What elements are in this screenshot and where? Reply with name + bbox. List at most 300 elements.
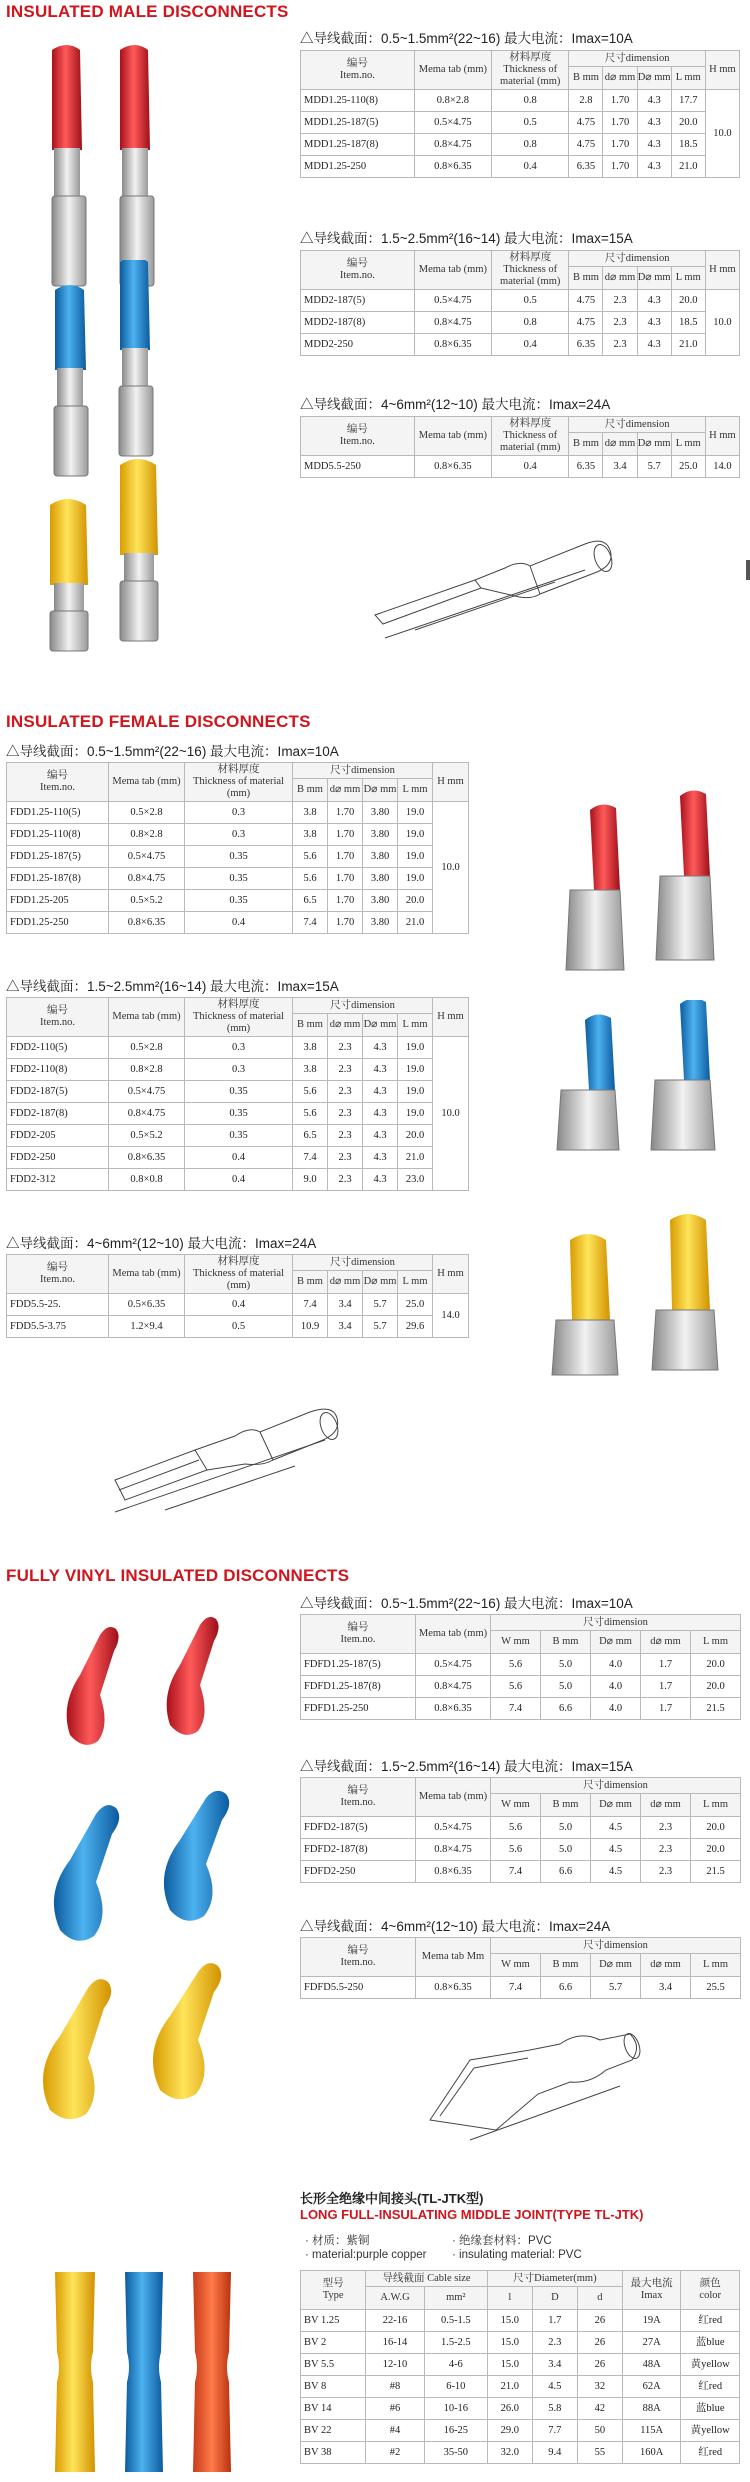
female-table-1: 编号 Item.no. Mema tab (mm) 材料厚度 Thickness of material (mm) 尺寸dimension H mm B mm d⌀ mm D⌀ mm L mm FDD1.25-110(5) 0.5×2.8 0.3 3.8 1.70 3.80 19.0 10.0 FDD1.25-110(8) 0.8×2.8 0.3 3.8 1.70 3.80 19.0 FDD1.25-187(5) 0.5×4.75 0.35 5.6 1.70 3.80 19.0 FDD1.25-187(8) 0.8×4.75 0.35 5.6 1.70 3.80 19.0 FDD1.25-205 0.5×5.2 0.35 6.5 1.70 3.80 20.0 FDD1.25-250 0.8×6.35 0.4 7.4 1.70 3.80 21.0: [6, 762, 469, 934]
female-group-3-header: △导线截面：4~6mm²(12~10) 最大电流：Imax=24A: [6, 1236, 317, 1251]
value-cell: 2.3: [328, 1037, 363, 1059]
item-cell: MDD1.25-187(5): [301, 112, 415, 134]
male-table-3: 编号 Item.no. Mema tab (mm) 材料厚度 Thickness of material (mm) 尺寸dimension H mm B mm d⌀ mm D⌀ mm L mm MDD5.5-250 0.8×6.35 0.4 6.35 3.4 5.7 25.0 14.0: [300, 416, 740, 478]
value-cell: 2.3: [328, 1103, 363, 1125]
table-row: [301, 312, 740, 334]
joint-connectors-photo: [45, 2272, 245, 2472]
value-cell: 红red: [681, 2376, 740, 2398]
vinyl-group-1-header: △导线截面：0.5~1.5mm²(22~16) 最大电流：Imax=10A: [300, 1596, 633, 1611]
h-value-cell: 10.0: [705, 290, 739, 356]
value-cell: 20.0: [671, 112, 705, 134]
value-cell: 1.70: [328, 890, 363, 912]
value-cell: 23.0: [398, 1169, 433, 1191]
value-cell: 0.5×2.8: [109, 1037, 185, 1059]
value-cell: 0.5: [492, 112, 569, 134]
value-cell: 5.7: [363, 1316, 398, 1338]
value-cell: 6-10: [424, 2376, 487, 2398]
value-cell: 0.4: [492, 334, 569, 356]
value-cell: 4.5: [591, 1861, 641, 1883]
value-cell: 2.3: [603, 290, 637, 312]
value-cell: 1.70: [328, 802, 363, 824]
value-cell: 0.5: [185, 1316, 293, 1338]
value-cell: 0.5×4.75: [109, 846, 185, 868]
value-cell: 48A: [622, 2354, 681, 2376]
value-cell: 0.5×4.75: [109, 1081, 185, 1103]
joint-title-en: LONG FULL-INSULATING MIDDLE JOINT(TYPE TL-JTK): [300, 2207, 644, 2222]
item-cell: FDD1.25-205: [7, 890, 109, 912]
value-cell: 3.80: [363, 890, 398, 912]
value-cell: 1.70: [603, 90, 637, 112]
value-cell: 25.0: [671, 456, 705, 478]
value-cell: 0.3: [185, 802, 293, 824]
value-cell: 0.8×0.8: [109, 1169, 185, 1191]
value-cell: 0.35: [185, 1125, 293, 1147]
value-cell: 10-16: [424, 2398, 487, 2420]
female-connector-blue-photo: [545, 1000, 740, 1160]
item-cell: FDD1.25-187(8): [7, 868, 109, 890]
value-cell: 2.3: [641, 1839, 691, 1861]
value-cell: 5.0: [541, 1839, 591, 1861]
value-cell: 0.4: [492, 456, 569, 478]
value-cell: 4.0: [591, 1676, 641, 1698]
value-cell: 0.8×4.75: [416, 1676, 491, 1698]
value-cell: 3.4: [532, 2354, 577, 2376]
value-cell: 红red: [681, 2442, 740, 2464]
value-cell: 19A: [622, 2310, 681, 2332]
vinyl-dimension-diagram: [410, 2020, 650, 2150]
value-cell: 0.3: [185, 1037, 293, 1059]
table-row: [301, 2420, 740, 2442]
value-cell: 3.80: [363, 868, 398, 890]
value-cell: #2: [366, 2442, 425, 2464]
value-cell: 50: [577, 2420, 622, 2442]
value-cell: 20.0: [398, 890, 433, 912]
value-cell: 15.0: [487, 2310, 532, 2332]
table-row: [301, 1698, 741, 1720]
table-row: [7, 868, 469, 890]
female-table-3: 编号 Item.no. Mema tab (mm) 材料厚度 Thickness of material (mm) 尺寸dimension H mm B mm d⌀ mm D⌀ mm L mm FDD5.5-25. 0.5×6.35 0.4 7.4 3.4 5.7 25.0 14.0 FDD5.5-3.75 1.2×9.4 0.5 10.9 3.4 5.7 29.6: [6, 1254, 469, 1338]
value-cell: 2.8: [569, 90, 603, 112]
value-cell: 18.5: [671, 312, 705, 334]
value-cell: 2.3: [641, 1817, 691, 1839]
value-cell: 红red: [681, 2310, 740, 2332]
value-cell: 21.5: [691, 1698, 741, 1720]
item-cell: BV 8: [301, 2376, 366, 2398]
item-cell: BV 38: [301, 2442, 366, 2464]
joint-title-cn: 长形全绝缘中间接头(TL-JTK型): [300, 2191, 484, 2206]
value-cell: 25.5: [691, 1977, 741, 1999]
table-row: [7, 1169, 469, 1191]
female-group-2-header: △导线截面：1.5~2.5mm²(16~14) 最大电流：Imax=15A: [6, 979, 339, 994]
value-cell: 0.5×2.8: [109, 802, 185, 824]
value-cell: 1.7: [641, 1676, 691, 1698]
item-cell: FDD2-250: [7, 1147, 109, 1169]
value-cell: 5.6: [293, 868, 328, 890]
table-row: [7, 1103, 469, 1125]
value-cell: 5.6: [293, 1103, 328, 1125]
value-cell: #4: [366, 2420, 425, 2442]
male-dimension-diagram: [355, 520, 625, 650]
value-cell: 3.80: [363, 802, 398, 824]
value-cell: 42: [577, 2398, 622, 2420]
table-row: [301, 134, 740, 156]
value-cell: 25.0: [398, 1294, 433, 1316]
h-value-cell: 14.0: [433, 1294, 469, 1338]
value-cell: 20.0: [691, 1654, 741, 1676]
value-cell: 20.0: [691, 1817, 741, 1839]
vinyl-connector-yellow-photo: [30, 1960, 250, 2130]
value-cell: 3.80: [363, 846, 398, 868]
item-cell: FDD2-187(8): [7, 1103, 109, 1125]
value-cell: 3.8: [293, 1059, 328, 1081]
item-cell: BV 2: [301, 2332, 366, 2354]
value-cell: 4.3: [363, 1169, 398, 1191]
section-title-male: INSULATED MALE DISCONNECTS: [6, 2, 289, 21]
table-row: [301, 2332, 740, 2354]
value-cell: 6.35: [569, 456, 603, 478]
vinyl-group-2-header: △导线截面：1.5~2.5mm²(16~14) 最大电流：Imax=15A: [300, 1759, 633, 1774]
item-cell: BV 5.5: [301, 2354, 366, 2376]
value-cell: 62A: [622, 2376, 681, 2398]
value-cell: 5.7: [591, 1977, 641, 1999]
value-cell: 32.0: [487, 2442, 532, 2464]
item-cell: FDD5.5-25.: [7, 1294, 109, 1316]
value-cell: 4.5: [532, 2376, 577, 2398]
value-cell: 4.75: [569, 134, 603, 156]
value-cell: 0.8×6.35: [414, 156, 491, 178]
value-cell: 21.0: [398, 912, 433, 934]
value-cell: 20.0: [671, 290, 705, 312]
value-cell: 21.0: [487, 2376, 532, 2398]
value-cell: 15.0: [487, 2354, 532, 2376]
table-row: [301, 1817, 741, 1839]
value-cell: 0.8×2.8: [109, 1059, 185, 1081]
male-group-2-header: △导线截面：1.5~2.5mm²(16~14) 最大电流：Imax=15A: [300, 231, 633, 246]
value-cell: 3.4: [603, 456, 637, 478]
value-cell: 5.6: [293, 1081, 328, 1103]
value-cell: 4.3: [363, 1147, 398, 1169]
value-cell: 0.35: [185, 846, 293, 868]
value-cell: 0.4: [185, 1147, 293, 1169]
value-cell: 3.8: [293, 802, 328, 824]
value-cell: 4-6: [424, 2354, 487, 2376]
value-cell: 0.5-1.5: [424, 2310, 487, 2332]
value-cell: 1.70: [603, 134, 637, 156]
value-cell: 0.8×6.35: [414, 456, 491, 478]
male-group-3-header: △导线截面：4~6mm²(12~10) 最大电流：Imax=24A: [300, 397, 611, 412]
value-cell: 5.6: [491, 1676, 541, 1698]
item-cell: MDD1.25-250: [301, 156, 415, 178]
value-cell: 0.5×5.2: [109, 1125, 185, 1147]
item-cell: FDD2-205: [7, 1125, 109, 1147]
table-row: [301, 1861, 741, 1883]
table-row: [301, 90, 740, 112]
value-cell: 0.35: [185, 1081, 293, 1103]
table-row: [7, 890, 469, 912]
value-cell: 26: [577, 2354, 622, 2376]
male-table-2: 编号 Item.no. Mema tab (mm) 材料厚度 Thickness of material (mm) 尺寸dimension H mm B mm d⌀ mm D⌀ mm L mm MDD2-187(5) 0.5×4.75 0.5 4.75 2.3 4.3 20.0 10.0 MDD2-187(8) 0.8×4.75 0.8 4.75 2.3 4.3 18.5 MDD2-250 0.8×6.35 0.4 6.35 2.3 4.3 21.0: [300, 250, 740, 356]
value-cell: 3.80: [363, 912, 398, 934]
female-table-2: 编号 Item.no. Mema tab (mm) 材料厚度 Thickness of material (mm) 尺寸dimension H mm B mm d⌀ mm D⌀ mm L mm FDD2-110(5) 0.5×2.8 0.3 3.8 2.3 4.3 19.0 10.0 FDD2-110(8) 0.8×2.8 0.3 3.8 2.3 4.3 19.0 FDD2-187(5) 0.5×4.75 0.35 5.6 2.3 4.3 19.0 FDD2-187(8) 0.8×4.75 0.35 5.6 2.3 4.3 19.0 FDD2-205 0.5×5.2 0.35 6.5 2.3 4.3 20.0 FDD2-250 0.8×6.35 0.4 7.4 2.3 4.3 21.0 FDD2-312 0.8×0.8 0.4 9.0 2.3 4.3 23.0: [6, 997, 469, 1191]
value-cell: 5.7: [637, 456, 671, 478]
value-cell: 9.0: [293, 1169, 328, 1191]
value-cell: 1.70: [603, 156, 637, 178]
value-cell: 1.5-2.5: [424, 2332, 487, 2354]
value-cell: 26.0: [487, 2398, 532, 2420]
value-cell: 5.6: [293, 846, 328, 868]
value-cell: 0.35: [185, 1103, 293, 1125]
vinyl-table-2: 编号 Item.no. Mema tab (mm) 尺寸dimension W mm B mm D⌀ mm d⌀ mm L mm FDFD2-187(5) 0.5×4.75 5.6 5.0 4.5 2.3 20.0 FDFD2-187(8) 0.8×4.75 5.6 5.0 4.5 2.3 20.0 FDFD2-250 0.8×6.35 7.4 6.6 4.5 2.3 21.5: [300, 1777, 741, 1883]
value-cell: 1.70: [328, 824, 363, 846]
value-cell: 9.4: [532, 2442, 577, 2464]
value-cell: 0.8×6.35: [416, 1861, 491, 1883]
value-cell: 29.0: [487, 2420, 532, 2442]
female-group-1-header: △导线截面：0.5~1.5mm²(22~16) 最大电流：Imax=10A: [6, 744, 339, 759]
value-cell: 19.0: [398, 846, 433, 868]
value-cell: 5.0: [541, 1676, 591, 1698]
h-value-cell: 10.0: [433, 802, 469, 934]
value-cell: 0.5×4.75: [414, 290, 491, 312]
item-cell: MDD2-250: [301, 334, 415, 356]
vinyl-group-3-header: △导线截面：4~6mm²(12~10) 最大电流：Imax=24A: [300, 1919, 611, 1934]
joint-table: 型号 Type 导线截面 Cable size 尺寸Diameter(mm) 最大电流 Imax 颜色 color A.W.G mm² l D d BV 1.25 22-16 0.5-1.5 15.0 1.7 26 19A 红red BV 2 16-14 1.5-2.5 15.0 2.3 26 27A 蓝blue BV 5.5 12-10 4-6 15.0 3.4 26 48A 黄yellow BV 8 #8 6-10 21.0 4.5 32 62A 红red BV 14 #6 10-16 26.0 5.8 42 88A 蓝blue BV 22 #4 16-25 29.0 7.7 50 115A 黄yellow BV 38 #2 35-50 32.0 9.4 55 160A 红red: [300, 2270, 740, 2464]
value-cell: 4.3: [363, 1059, 398, 1081]
item-cell: FDD1.25-110(5): [7, 802, 109, 824]
table-row: [301, 1654, 741, 1676]
value-cell: 7.4: [491, 1977, 541, 1999]
section-title-female: INSULATED FEMALE DISCONNECTS: [6, 712, 311, 731]
item-cell: FDFD2-187(5): [301, 1817, 416, 1839]
value-cell: 0.8: [492, 90, 569, 112]
value-cell: 19.0: [398, 868, 433, 890]
vinyl-connector-red-photo: [50, 1615, 250, 1755]
value-cell: 6.35: [569, 156, 603, 178]
value-cell: 35-50: [424, 2442, 487, 2464]
vinyl-connector-blue-photo: [40, 1790, 260, 1950]
table-row: [7, 1081, 469, 1103]
table-row: [301, 1676, 741, 1698]
value-cell: 6.5: [293, 890, 328, 912]
value-cell: 6.5: [293, 1125, 328, 1147]
value-cell: 4.3: [637, 334, 671, 356]
value-cell: 4.3: [637, 90, 671, 112]
value-cell: 5.6: [491, 1839, 541, 1861]
joint-material-1: · 材质：紫铜 · material:purple copper: [305, 2235, 427, 2261]
value-cell: 19.0: [398, 802, 433, 824]
value-cell: 0.3: [185, 824, 293, 846]
value-cell: 0.8×4.75: [414, 312, 491, 334]
value-cell: 19.0: [398, 1103, 433, 1125]
value-cell: 21.0: [671, 156, 705, 178]
th-H: H mm: [705, 51, 739, 90]
value-cell: 2.3: [328, 1081, 363, 1103]
table-row: [7, 1147, 469, 1169]
value-cell: 21.0: [398, 1147, 433, 1169]
value-cell: 7.4: [293, 1147, 328, 1169]
table-row: [7, 1059, 469, 1081]
female-dimension-diagram: [95, 1380, 355, 1530]
h-value-cell: 14.0: [705, 456, 739, 478]
item-cell: FDFD1.25-250: [301, 1698, 416, 1720]
h-value-cell: 10.0: [433, 1037, 469, 1191]
th-item: 编号 Item.no.: [301, 51, 415, 90]
value-cell: 2.3: [603, 334, 637, 356]
table-row: [7, 1316, 469, 1338]
value-cell: 29.6: [398, 1316, 433, 1338]
value-cell: 160A: [622, 2442, 681, 2464]
value-cell: #6: [366, 2398, 425, 2420]
item-cell: FDD2-110(8): [7, 1059, 109, 1081]
value-cell: 3.4: [328, 1294, 363, 1316]
value-cell: 21.5: [691, 1861, 741, 1883]
value-cell: 15.0: [487, 2332, 532, 2354]
value-cell: 1.70: [603, 112, 637, 134]
value-cell: 0.8×2.8: [414, 90, 491, 112]
vinyl-table-1: 编号 Item.no. Mema tab (mm) 尺寸dimension W mm B mm D⌀ mm d⌀ mm L mm FDFD1.25-187(5) 0.5×4.75 5.6 5.0 4.0 1.7 20.0 FDFD1.25-187(8) 0.8×4.75 5.6 5.0 4.0 1.7 20.0 FDFD1.25-250 0.8×6.35 7.4 6.6 4.0 1.7 21.5: [300, 1614, 741, 1720]
value-cell: 0.8×4.75: [414, 134, 491, 156]
item-cell: FDFD1.25-187(5): [301, 1654, 416, 1676]
table-row: [301, 112, 740, 134]
value-cell: 26: [577, 2310, 622, 2332]
value-cell: 7.4: [293, 1294, 328, 1316]
value-cell: 黄yellow: [681, 2354, 740, 2376]
value-cell: 0.35: [185, 868, 293, 890]
value-cell: 20.0: [691, 1839, 741, 1861]
value-cell: 0.5×5.2: [109, 890, 185, 912]
value-cell: 2.3: [328, 1125, 363, 1147]
item-cell: BV 22: [301, 2420, 366, 2442]
value-cell: 0.8×6.35: [109, 1147, 185, 1169]
table-row: [301, 290, 740, 312]
value-cell: 16-25: [424, 2420, 487, 2442]
value-cell: 27A: [622, 2332, 681, 2354]
value-cell: 0.8×4.75: [109, 1103, 185, 1125]
value-cell: 4.3: [637, 290, 671, 312]
value-cell: 0.5: [492, 290, 569, 312]
value-cell: 1.70: [328, 846, 363, 868]
value-cell: 4.3: [363, 1125, 398, 1147]
male-group-1-header: △导线截面：0.5~1.5mm²(22~16) 最大电流：Imax=10A: [300, 31, 633, 46]
table-row: [7, 1294, 469, 1316]
value-cell: 3.8: [293, 824, 328, 846]
value-cell: 0.3: [185, 1059, 293, 1081]
value-cell: 88A: [622, 2398, 681, 2420]
value-cell: 4.3: [363, 1037, 398, 1059]
table-row: [301, 1977, 741, 1999]
value-cell: 4.75: [569, 312, 603, 334]
side-mark: [746, 560, 750, 580]
table-row: [301, 334, 740, 356]
value-cell: 115A: [622, 2420, 681, 2442]
value-cell: 1.2×9.4: [109, 1316, 185, 1338]
value-cell: 0.5×4.75: [416, 1654, 491, 1676]
female-connector-red-photo: [560, 790, 740, 980]
value-cell: 19.0: [398, 1081, 433, 1103]
value-cell: 17.7: [671, 90, 705, 112]
value-cell: 19.0: [398, 824, 433, 846]
value-cell: 7.4: [491, 1698, 541, 1720]
item-cell: MDD2-187(5): [301, 290, 415, 312]
value-cell: 20.0: [691, 1676, 741, 1698]
value-cell: 6.6: [541, 1977, 591, 1999]
item-cell: FDFD2-187(8): [301, 1839, 416, 1861]
item-cell: MDD2-187(8): [301, 312, 415, 334]
table-row: [7, 824, 469, 846]
value-cell: 32: [577, 2376, 622, 2398]
value-cell: 10.9: [293, 1316, 328, 1338]
value-cell: 5.8: [532, 2398, 577, 2420]
value-cell: 2.3: [328, 1059, 363, 1081]
value-cell: 18.5: [671, 134, 705, 156]
value-cell: 2.3: [328, 1169, 363, 1191]
value-cell: 3.80: [363, 824, 398, 846]
item-cell: FDD2-187(5): [7, 1081, 109, 1103]
value-cell: 19.0: [398, 1037, 433, 1059]
value-cell: 4.75: [569, 290, 603, 312]
h-value-cell: 10.0: [705, 90, 739, 178]
value-cell: 0.8×6.35: [109, 912, 185, 934]
value-cell: 2.3: [641, 1861, 691, 1883]
value-cell: 4.3: [637, 156, 671, 178]
value-cell: 7.4: [491, 1861, 541, 1883]
item-cell: BV 14: [301, 2398, 366, 2420]
table-row: [301, 156, 740, 178]
value-cell: 5.0: [541, 1817, 591, 1839]
value-cell: 5.6: [491, 1817, 541, 1839]
value-cell: 1.7: [641, 1654, 691, 1676]
value-cell: 1.70: [328, 912, 363, 934]
table-row: [7, 802, 469, 824]
table-row: [7, 1125, 469, 1147]
value-cell: 0.8×2.8: [109, 824, 185, 846]
table-row: [301, 2354, 740, 2376]
value-cell: 7.4: [293, 912, 328, 934]
table-row: [7, 846, 469, 868]
table-row: [301, 2398, 740, 2420]
value-cell: 0.4: [185, 1294, 293, 1316]
value-cell: 1.7: [532, 2310, 577, 2332]
male-connector-yellow-photo: [40, 455, 190, 655]
value-cell: #8: [366, 2376, 425, 2398]
value-cell: 4.75: [569, 112, 603, 134]
item-cell: MDD1.25-187(8): [301, 134, 415, 156]
value-cell: 0.5×4.75: [414, 112, 491, 134]
value-cell: 22-16: [366, 2310, 425, 2332]
value-cell: 21.0: [671, 334, 705, 356]
item-cell: BV 1.25: [301, 2310, 366, 2332]
value-cell: 3.4: [641, 1977, 691, 1999]
value-cell: 4.0: [591, 1654, 641, 1676]
value-cell: 0.4: [185, 1169, 293, 1191]
value-cell: 0.4: [185, 912, 293, 934]
value-cell: 55: [577, 2442, 622, 2464]
value-cell: 0.8×4.75: [416, 1839, 491, 1861]
value-cell: 19.0: [398, 1059, 433, 1081]
item-cell: FDD1.25-187(5): [7, 846, 109, 868]
value-cell: 5.0: [541, 1654, 591, 1676]
th-tab: Mema tab (mm): [414, 51, 491, 90]
value-cell: 0.8×6.35: [416, 1977, 491, 1999]
value-cell: 0.5×4.75: [416, 1817, 491, 1839]
value-cell: 蓝blue: [681, 2398, 740, 2420]
value-cell: 5.6: [491, 1654, 541, 1676]
value-cell: 3.4: [328, 1316, 363, 1338]
value-cell: 蓝blue: [681, 2332, 740, 2354]
th-thickness: 材料厚度 Thickness of material (mm): [492, 51, 569, 90]
vinyl-table-3: 编号 Item.no. Mema tab Mm 尺寸dimension W mm B mm D⌀ mm d⌀ mm L mm FDFD5.5-250 0.8×6.35 7.4 6.6 5.7 3.4 25.5: [300, 1937, 741, 1999]
th-dimension: 尺寸dimension: [569, 51, 705, 67]
value-cell: 2.3: [328, 1147, 363, 1169]
